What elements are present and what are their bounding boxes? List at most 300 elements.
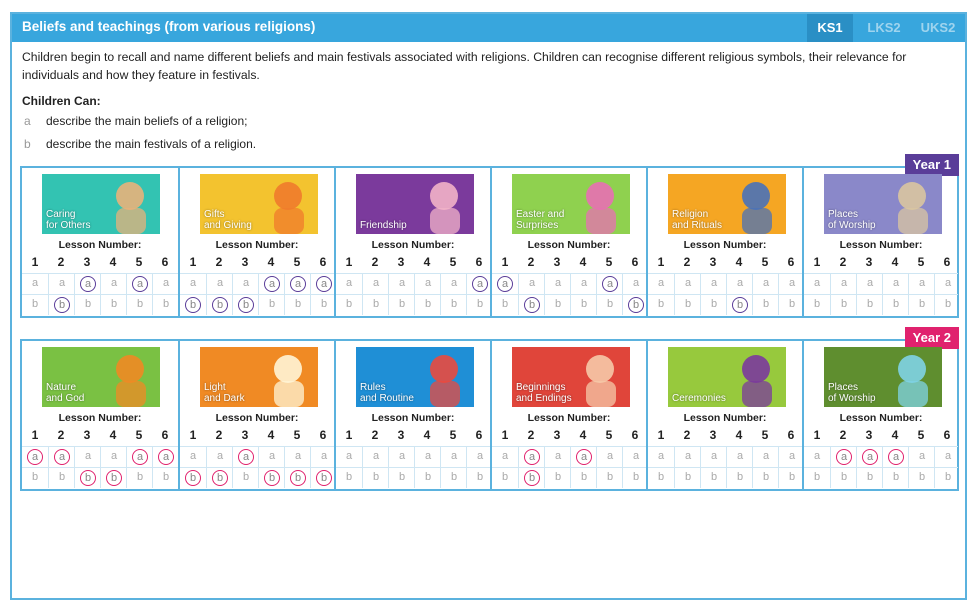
- unit-card[interactable]: [334, 341, 490, 489]
- objective-mark: b: [372, 298, 380, 310]
- lesson-numbers: [22, 428, 178, 444]
- objective-cell[interactable]: [258, 468, 285, 488]
- objective-cell[interactable]: [388, 468, 415, 488]
- banner-title: [46, 209, 90, 231]
- year-label: Year 1: [905, 154, 959, 176]
- objective-cell[interactable]: [752, 274, 779, 294]
- objective-cell[interactable]: [22, 447, 48, 467]
- banner-title-line: and Routine: [360, 393, 414, 404]
- objective-cell[interactable]: [152, 447, 179, 467]
- objective-mark-circled: b: [238, 297, 254, 313]
- lesson-number: 2: [371, 255, 379, 269]
- objective-cell[interactable]: [232, 274, 259, 294]
- objective-cell[interactable]: [518, 295, 545, 315]
- objective-cell[interactable]: [310, 274, 337, 294]
- unit-card[interactable]: [22, 168, 178, 316]
- lesson-number: 5: [135, 255, 143, 269]
- objective-letter: b: [24, 137, 31, 151]
- objective-cell[interactable]: [232, 468, 259, 488]
- objective-cell[interactable]: [908, 295, 935, 315]
- objective-cell[interactable]: [908, 274, 935, 294]
- objective-row-b: [180, 294, 334, 315]
- objective-cell[interactable]: [284, 447, 311, 467]
- objective-cell[interactable]: [830, 447, 857, 467]
- objective-row-b: [180, 467, 334, 488]
- objective-cell[interactable]: [570, 274, 597, 294]
- objective-mark: b: [110, 298, 118, 310]
- lesson-number: 2: [683, 428, 691, 442]
- objective-cell[interactable]: [22, 274, 48, 294]
- lesson-number: 3: [553, 428, 561, 442]
- objective-mark: b: [424, 471, 432, 483]
- lesson-number: 3: [83, 255, 91, 269]
- objective-mark-circled: a: [836, 449, 852, 465]
- objective-mark-circled: b: [316, 470, 332, 486]
- objective-cell[interactable]: [518, 274, 545, 294]
- lesson-number: 3: [709, 428, 717, 442]
- objective-cell[interactable]: [100, 468, 127, 488]
- objective-cell[interactable]: [336, 447, 362, 467]
- objective-cell[interactable]: [440, 274, 467, 294]
- objective-mark-circled: a: [290, 276, 306, 292]
- objective-cell[interactable]: [856, 447, 883, 467]
- lesson-number: 4: [735, 255, 743, 269]
- objective-row-b: [336, 294, 490, 315]
- lesson-number: 3: [241, 428, 249, 442]
- objective-cell[interactable]: [258, 274, 285, 294]
- objective-cell[interactable]: [440, 447, 467, 467]
- objective-cell[interactable]: [206, 447, 233, 467]
- objective-cell[interactable]: [362, 468, 389, 488]
- objective-cell[interactable]: [908, 447, 935, 467]
- unit-banner[interactable]: [356, 347, 474, 407]
- objective-cell[interactable]: [232, 447, 259, 467]
- lesson-number-label: Lesson Number:: [371, 412, 455, 424]
- objective-mark-circled: a: [888, 449, 904, 465]
- objective-cell[interactable]: [726, 274, 753, 294]
- objective-cell[interactable]: [206, 295, 233, 315]
- objective-mark-circled: a: [472, 276, 488, 292]
- objective-row-b: [336, 467, 490, 488]
- objective-mark: b: [501, 298, 509, 310]
- lesson-number: 6: [475, 255, 483, 269]
- objective-cell[interactable]: [700, 274, 727, 294]
- objective-cell[interactable]: [180, 274, 206, 294]
- objective-mark-circled: b: [212, 297, 228, 313]
- lesson-number: 5: [917, 255, 925, 269]
- objective-mark-circled: b: [524, 470, 540, 486]
- objective-cell[interactable]: [414, 468, 441, 488]
- objective-mark: b: [136, 471, 144, 483]
- banner-title: [516, 209, 564, 231]
- objective-cell[interactable]: [544, 274, 571, 294]
- objective-cell[interactable]: [466, 447, 493, 467]
- objective-cell[interactable]: [856, 468, 883, 488]
- objective-row-a: [336, 273, 490, 294]
- banner-title-line: and Endings: [516, 393, 572, 404]
- objective-cell[interactable]: [726, 295, 753, 315]
- objective-cell[interactable]: [152, 274, 179, 294]
- objective-cell[interactable]: [440, 468, 467, 488]
- objective-cell[interactable]: [752, 468, 779, 488]
- lesson-number-label: Lesson Number:: [215, 239, 299, 251]
- objective-cell[interactable]: [414, 295, 441, 315]
- objective-row-a: [22, 273, 178, 294]
- lesson-number: 6: [475, 428, 483, 442]
- objective-mark: a: [345, 277, 353, 289]
- objective-cell[interactable]: [284, 274, 311, 294]
- objective-cell[interactable]: [596, 295, 623, 315]
- objective-mark: b: [606, 471, 614, 483]
- objective-cell[interactable]: [570, 447, 597, 467]
- objective-cell[interactable]: [414, 274, 441, 294]
- lesson-number: 4: [109, 255, 117, 269]
- objective-mark: a: [424, 277, 432, 289]
- objective-cell[interactable]: [804, 295, 830, 315]
- unit-banner[interactable]: [42, 347, 160, 407]
- objective-cell[interactable]: [466, 295, 493, 315]
- objective-mark: a: [162, 277, 170, 289]
- objective-cell[interactable]: [726, 447, 753, 467]
- objective-cell[interactable]: [544, 295, 571, 315]
- objective-mark-circled: a: [576, 449, 592, 465]
- intro-paragraph: Children begin to recall and name different beliefs and main festivals associated with religions. Children can recognise different religious symbols, their relevance for individuals and how they feature in festivals.: [22, 50, 907, 82]
- lesson-number: 1: [813, 428, 821, 442]
- banner-title: [828, 382, 876, 404]
- objective-cell[interactable]: [492, 295, 518, 315]
- unit-card[interactable]: [178, 168, 334, 316]
- objective-row-b: [648, 294, 802, 315]
- objective-cell[interactable]: [752, 447, 779, 467]
- objective-cell[interactable]: [492, 274, 518, 294]
- objective-mark: a: [762, 277, 770, 289]
- banner-title-line: of Worship: [828, 393, 876, 404]
- unit-card[interactable]: [334, 168, 490, 316]
- objective-cell[interactable]: [596, 274, 623, 294]
- objective-mark: b: [294, 298, 302, 310]
- objective-cell[interactable]: [700, 295, 727, 315]
- objective-row-b: [22, 294, 178, 315]
- lesson-number: 5: [293, 255, 301, 269]
- objective-cell[interactable]: [700, 468, 727, 488]
- objective-cell[interactable]: [778, 295, 805, 315]
- unit-card[interactable]: [646, 341, 802, 489]
- objective-cell[interactable]: [414, 447, 441, 467]
- objective-cell[interactable]: [804, 274, 830, 294]
- lesson-number: 6: [319, 255, 327, 269]
- objective-mark: a: [372, 450, 380, 462]
- lesson-number: 3: [865, 255, 873, 269]
- objective-cell[interactable]: [648, 274, 674, 294]
- objective-mark-circled: a: [238, 449, 254, 465]
- objective-cell[interactable]: [570, 295, 597, 315]
- objective-cell[interactable]: [830, 468, 857, 488]
- unit-banner[interactable]: [200, 347, 318, 407]
- objective-mark: b: [345, 298, 353, 310]
- objective-cell[interactable]: [648, 295, 674, 315]
- objective-cell[interactable]: [152, 468, 179, 488]
- objective-cell[interactable]: [882, 274, 909, 294]
- objective-cell[interactable]: [336, 468, 362, 488]
- objective-cell[interactable]: [336, 274, 362, 294]
- unit-banner[interactable]: [200, 174, 318, 234]
- banner-title-line: and Dark: [204, 393, 245, 404]
- objective-mark: a: [268, 450, 276, 462]
- lesson-number: 5: [761, 255, 769, 269]
- objective-cell[interactable]: [100, 447, 127, 467]
- objective-cell[interactable]: [126, 295, 153, 315]
- lesson-number-label: Lesson Number:: [839, 412, 923, 424]
- lesson-number: 4: [579, 255, 587, 269]
- objective-mark: a: [580, 277, 588, 289]
- objective-cell[interactable]: [362, 295, 389, 315]
- objective-mark: a: [606, 450, 614, 462]
- unit-card[interactable]: [802, 341, 958, 489]
- objective-cell[interactable]: [388, 274, 415, 294]
- objective-mark: a: [657, 450, 665, 462]
- objective-cell[interactable]: [22, 295, 48, 315]
- objective-cell[interactable]: [882, 447, 909, 467]
- objective-cell[interactable]: [726, 468, 753, 488]
- objective-text: describe the main beliefs of a religion;: [46, 114, 248, 128]
- objective-mark: a: [398, 450, 406, 462]
- objective-mark: a: [450, 450, 458, 462]
- objective-cell[interactable]: [206, 274, 233, 294]
- lesson-number-label: Lesson Number:: [58, 412, 142, 424]
- objective-mark: a: [84, 450, 92, 462]
- objective-cell[interactable]: [126, 447, 153, 467]
- objective-cell[interactable]: [674, 295, 701, 315]
- lesson-number: 1: [345, 428, 353, 442]
- unit-banner[interactable]: [824, 347, 942, 407]
- objective-cell[interactable]: [206, 468, 233, 488]
- objective-mark: a: [424, 450, 432, 462]
- unit-banner[interactable]: [42, 174, 160, 234]
- key-stage-tab-lks2[interactable]: LKS2: [867, 20, 901, 35]
- objective-cell[interactable]: [388, 447, 415, 467]
- objective-cell[interactable]: [388, 295, 415, 315]
- objective-cell[interactable]: [258, 295, 285, 315]
- objective-mark: b: [84, 298, 92, 310]
- objective-row-a: [492, 273, 646, 294]
- banner-title: [828, 209, 876, 231]
- objective-cell[interactable]: [310, 447, 337, 467]
- objective-cell[interactable]: [126, 468, 153, 488]
- unit-banner[interactable]: [512, 174, 630, 234]
- objective-row-a: [180, 446, 334, 467]
- objective-cell[interactable]: [674, 274, 701, 294]
- objective-cell[interactable]: [648, 447, 674, 467]
- objective-cell[interactable]: [934, 447, 961, 467]
- objective-cell[interactable]: [934, 468, 961, 488]
- objective-cell[interactable]: [778, 274, 805, 294]
- objective-cell[interactable]: [830, 274, 857, 294]
- objective-cell[interactable]: [74, 295, 101, 315]
- objective-cell[interactable]: [74, 447, 101, 467]
- objective-mark: b: [162, 471, 170, 483]
- objective-mark: a: [320, 450, 328, 462]
- objective-cell[interactable]: [362, 447, 389, 467]
- lesson-number: 2: [527, 428, 535, 442]
- objective-cell[interactable]: [336, 295, 362, 315]
- unit-card[interactable]: [646, 168, 802, 316]
- objective-mark: b: [684, 471, 692, 483]
- objective-cell[interactable]: [518, 447, 545, 467]
- objective-cell[interactable]: [934, 295, 961, 315]
- year-label: Year 2: [905, 327, 959, 349]
- objective-mark: a: [632, 277, 640, 289]
- objective-cell[interactable]: [518, 468, 545, 488]
- lesson-number: 6: [319, 428, 327, 442]
- objective-cell[interactable]: [804, 447, 830, 467]
- objective-cell[interactable]: [180, 468, 206, 488]
- objective-cell[interactable]: [778, 447, 805, 467]
- unit-card[interactable]: [490, 168, 646, 316]
- unit-banner[interactable]: [668, 174, 786, 234]
- unit-banner[interactable]: [668, 347, 786, 407]
- objective-mark-circled: b: [524, 297, 540, 313]
- unit-card[interactable]: [490, 341, 646, 489]
- objective-mark: a: [216, 277, 224, 289]
- objective-cell[interactable]: [622, 447, 649, 467]
- banner-title: [672, 393, 726, 404]
- banner-title-line: and God: [46, 393, 85, 404]
- objective-mark: b: [398, 471, 406, 483]
- objective-cell[interactable]: [152, 295, 179, 315]
- objective-cell[interactable]: [778, 468, 805, 488]
- objective-cell[interactable]: [232, 295, 259, 315]
- objective-cell[interactable]: [48, 295, 75, 315]
- objective-mark: b: [892, 471, 900, 483]
- objective-cell[interactable]: [258, 447, 285, 467]
- objective-mark: b: [944, 471, 952, 483]
- lesson-number: 4: [891, 255, 899, 269]
- objective-cell[interactable]: [126, 274, 153, 294]
- objective-cell[interactable]: [74, 274, 101, 294]
- objective-cell[interactable]: [856, 274, 883, 294]
- objective-mark: b: [580, 298, 588, 310]
- objective-cell[interactable]: [752, 295, 779, 315]
- objective-cell[interactable]: [700, 447, 727, 467]
- objective-mark: a: [736, 277, 744, 289]
- objective-mark: a: [684, 277, 692, 289]
- objective-cell[interactable]: [22, 468, 48, 488]
- objective-mark: b: [840, 298, 848, 310]
- lesson-number: 2: [839, 428, 847, 442]
- objective-mark: b: [501, 471, 509, 483]
- objective-cell[interactable]: [100, 274, 127, 294]
- objective-cell[interactable]: [544, 447, 571, 467]
- objective-cell[interactable]: [830, 295, 857, 315]
- banner-title: [672, 209, 722, 231]
- objective-cell[interactable]: [48, 274, 75, 294]
- objective-cell[interactable]: [180, 295, 206, 315]
- key-stage-tab-uks2[interactable]: UKS2: [920, 20, 956, 35]
- lesson-number: 2: [57, 255, 65, 269]
- banner-title-line: Places: [828, 209, 859, 220]
- objective-mark: a: [710, 450, 718, 462]
- lesson-number: 4: [267, 428, 275, 442]
- objective-mark-circled: a: [524, 449, 540, 465]
- objective-cell[interactable]: [440, 295, 467, 315]
- objective-cell[interactable]: [570, 468, 597, 488]
- lesson-number-label: Lesson Number:: [683, 239, 767, 251]
- objective-cell[interactable]: [908, 468, 935, 488]
- objective-mark: a: [684, 450, 692, 462]
- objective-cell[interactable]: [674, 468, 701, 488]
- objective-mark: b: [136, 298, 144, 310]
- objective-mark: a: [840, 277, 848, 289]
- banner-title-line: and Giving: [204, 220, 252, 231]
- lesson-number: 4: [891, 428, 899, 442]
- lesson-number: 5: [293, 428, 301, 442]
- objective-cell[interactable]: [674, 447, 701, 467]
- objective-cell[interactable]: [284, 295, 311, 315]
- lesson-number: 3: [397, 255, 405, 269]
- objective-cell[interactable]: [284, 468, 311, 488]
- unit-card[interactable]: [802, 168, 958, 316]
- objective-mark: a: [110, 277, 118, 289]
- unit-banner[interactable]: [356, 174, 474, 234]
- lesson-number-label: Lesson Number:: [527, 239, 611, 251]
- objective-cell[interactable]: [362, 274, 389, 294]
- banner-title-line: Places: [828, 382, 859, 393]
- objective-cell[interactable]: [648, 468, 674, 488]
- key-stage-tab-ks1[interactable]: KS1: [807, 14, 853, 42]
- objective-cell[interactable]: [622, 468, 649, 488]
- lesson-number: 5: [605, 428, 613, 442]
- objective-cell[interactable]: [882, 468, 909, 488]
- objective-mark: b: [762, 471, 770, 483]
- objective-cell[interactable]: [492, 447, 518, 467]
- objective-cell[interactable]: [74, 468, 101, 488]
- objective-mark: b: [788, 298, 796, 310]
- objective-mark: a: [476, 450, 484, 462]
- objective-cell[interactable]: [622, 295, 649, 315]
- unit-banner[interactable]: [512, 347, 630, 407]
- objective-cell[interactable]: [596, 468, 623, 488]
- lesson-number: 3: [83, 428, 91, 442]
- objective-cell[interactable]: [492, 468, 518, 488]
- objective-mark-circled: a: [264, 276, 280, 292]
- objective-row-b: [804, 294, 958, 315]
- objective-cell[interactable]: [100, 295, 127, 315]
- objective-mark: a: [294, 450, 302, 462]
- objective-mark: b: [268, 298, 276, 310]
- objective-cell[interactable]: [180, 447, 206, 467]
- lesson-number: 4: [423, 428, 431, 442]
- lesson-number: 3: [865, 428, 873, 442]
- objective-cell[interactable]: [48, 447, 75, 467]
- objective-cell[interactable]: [544, 468, 571, 488]
- objective-mark-circled: b: [185, 470, 201, 486]
- objective-cell[interactable]: [934, 274, 961, 294]
- unit-banner[interactable]: [824, 174, 942, 234]
- objective-cell[interactable]: [466, 468, 493, 488]
- objective-cell[interactable]: [804, 468, 830, 488]
- objective-cell[interactable]: [856, 295, 883, 315]
- objective-cell[interactable]: [310, 468, 337, 488]
- unit-card[interactable]: [22, 341, 178, 489]
- objective-cell[interactable]: [310, 295, 337, 315]
- objective-cell[interactable]: [882, 295, 909, 315]
- objective-cell[interactable]: [622, 274, 649, 294]
- banner-title: [204, 209, 252, 231]
- objective-cell[interactable]: [48, 468, 75, 488]
- unit-card[interactable]: [178, 341, 334, 489]
- objective-cell[interactable]: [466, 274, 493, 294]
- objective-cell[interactable]: [596, 447, 623, 467]
